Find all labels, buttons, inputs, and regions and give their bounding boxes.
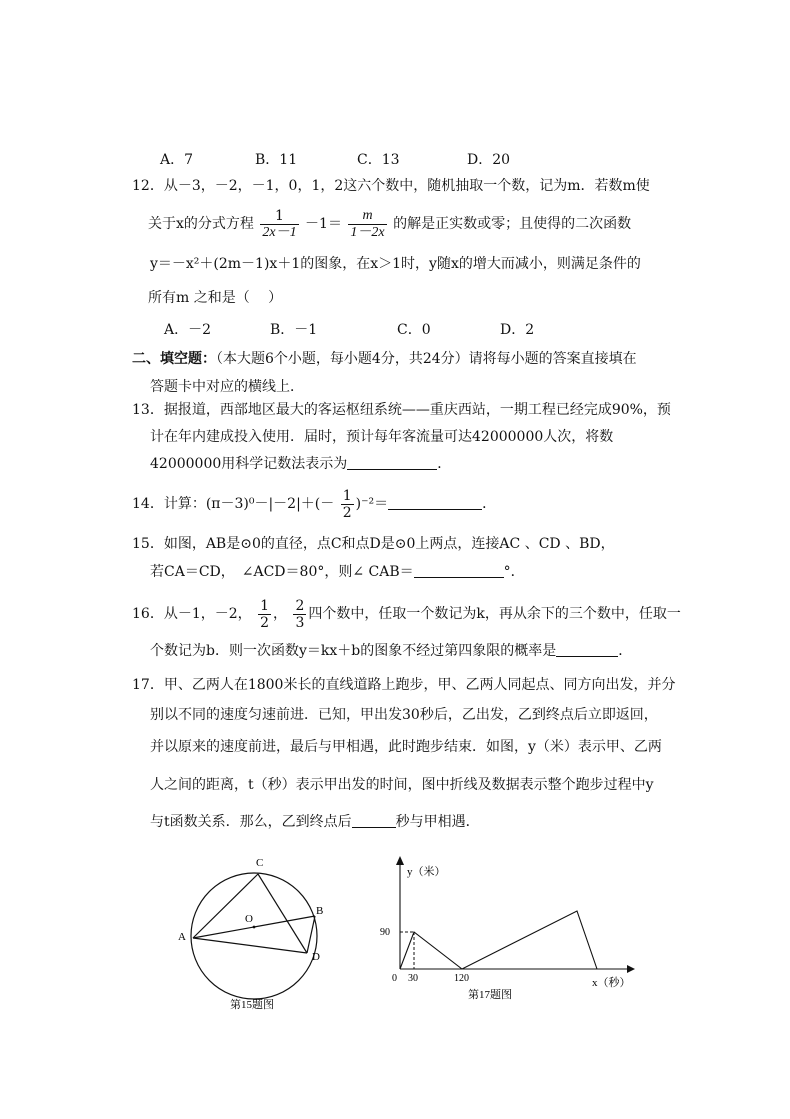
fig17-caption: 第17题图 (468, 989, 512, 1001)
q13-line3-text: 42000000用科学记数法表示为 (150, 456, 348, 472)
q15-line1: 15．如图，AB是⊙0的直径，点C和点D是⊙0上两点，连接AC 、CD 、BD， (132, 536, 615, 552)
fig15-label-o: O (245, 913, 253, 925)
section-2-heading (132, 349, 637, 369)
section-2-title: 二、填空题： (132, 351, 216, 367)
figure-17 (372, 853, 642, 1008)
q12-line2-pre: 关于x的分式方程 (148, 216, 254, 232)
q12-fraction-2-num: m (348, 208, 386, 225)
fig15-segment-cd (258, 874, 307, 953)
q12-line2-post: 的解是正实数或零；且使得的二次函数 (393, 216, 632, 232)
q12-line3: y＝－x²＋(2m－1)x＋1的图象，在x＞1时，y随x的增大而减小，则满足条件的 (150, 256, 641, 272)
section-2-desc: （本大题6个小题，每小题4分，共24分）请将每小题的答案直接填在 (216, 351, 637, 367)
fig17-polyline (400, 911, 597, 969)
q16-fraction-2 (293, 598, 306, 631)
q11-option-b: B．11 (255, 152, 298, 168)
q16-line1 (132, 596, 681, 632)
q16-post: 四个数中，任取一个数记为k，再从余下的三个数中，任取一 (308, 606, 681, 622)
q13-line1: 13．据报道，西部地区最大的客运枢纽系统——重庆西站，一期工程已经完成90%，预 (132, 402, 671, 418)
q12-fraction-1 (260, 208, 298, 241)
q14-end: ． (482, 496, 497, 512)
fig17-x-tick-120: 120 (454, 973, 469, 984)
q17-line5-text: 与t函数关系．那么，乙到终点后 (150, 814, 352, 830)
q11-option-a: A．7 (160, 152, 194, 168)
fig15-label-b: B (316, 905, 324, 917)
q16-answer-blank[interactable] (556, 642, 618, 657)
q16-fraction-1 (258, 598, 271, 631)
q15-line2 (150, 562, 525, 582)
q17-line1: 17．甲、乙两人在1800米长的直线道路上跑步，甲、乙两人同起点、同方向出发，并分 (132, 677, 676, 693)
q17-line5-end: 秒与甲相遇． (395, 814, 480, 830)
q15-line2-text: 若CA＝CD， ∠ACD＝80°，则∠ CAB＝ (150, 564, 414, 580)
q17-line2: 别以不同的速度匀速前进．已知，甲出发30秒后，乙出发，乙到终点后立即返回， (150, 707, 658, 723)
q11-option-c: C．13 (357, 152, 400, 168)
fig17-x-tick-30: 30 (408, 973, 418, 984)
q13-answer-blank[interactable] (347, 455, 437, 470)
q17-line3: 并以原来的速度前进，最后与甲相遇，此时跑步结束．如图，y（米）表示甲、乙两 (150, 739, 662, 755)
q12-fraction-2-den: 1－2x (350, 224, 385, 240)
q14-fraction-den: 2 (342, 504, 352, 521)
fig15-segment-ad (193, 938, 307, 953)
q12-line4: 所有m 之和是（ ） (148, 290, 283, 306)
q13-end: ． (437, 456, 452, 472)
q13-line3 (150, 454, 451, 474)
q15-answer-blank[interactable] (414, 563, 504, 578)
q16-line2 (150, 641, 632, 661)
section-2-desc-2: 答题卡中对应的横线上． (150, 379, 304, 395)
q12-option-a: A．－2 (164, 322, 212, 338)
q14-post: )⁻²＝ (355, 496, 389, 512)
fig15-label-d: D (312, 951, 320, 963)
q16-pre: 16．从－1，－2， (132, 606, 252, 622)
figure-15 (170, 848, 350, 1018)
q15-end: °． (503, 564, 525, 580)
fig17-x-arrow (627, 965, 635, 973)
fig15-circle (191, 873, 317, 999)
q12-line1: 12．从－3，－2，－1，0，1，2这六个数中，随机抽取一个数，记为m．若数m使 (132, 178, 650, 194)
fig15-caption: 第15题图 (230, 999, 274, 1011)
q16-fraction-1-den: 2 (260, 614, 270, 631)
q14-fraction (341, 488, 354, 521)
q12-line2 (148, 206, 631, 242)
q16-line2-text: 个数记为b．则一次函数y＝kx＋b的图象不经过第四象限的概率是 (150, 643, 557, 659)
q17-line4: 人之间的距离，t（秒）表示甲出发的时间，图中折线及数据表示整个跑步过程中y (150, 777, 654, 793)
q14-answer-blank[interactable] (388, 495, 482, 510)
q12-fraction-2 (348, 208, 386, 241)
q12-option-c: C．0 (397, 322, 431, 338)
fig17-origin-label: 0 (392, 973, 397, 984)
q16-fraction-2-num: 2 (295, 597, 305, 614)
q14-fraction-num: 1 (342, 487, 352, 504)
q12-fraction-1-num: 1 (260, 208, 298, 225)
q16-fraction-1-num: 1 (260, 597, 270, 614)
q12-fraction-1-den: 2x－1 (262, 224, 297, 240)
q16-fraction-2-den: 3 (295, 614, 305, 631)
q12-option-d: D．2 (500, 322, 535, 338)
fig15-center-dot (253, 926, 256, 929)
fig17-x-label: x（秒） (592, 977, 631, 989)
q13-line2: 计在年内建成投入使用．届时，预计每年客流量可达42000000人次，将数 (150, 429, 614, 445)
fig15-label-c: C (256, 857, 264, 869)
q17-line5 (150, 812, 480, 832)
q11-option-d: D．20 (467, 152, 511, 168)
fig15-label-a: A (178, 931, 186, 943)
q14-pre: 14．计算：(π－3)⁰－|－2|＋(－ (132, 496, 335, 512)
q14-line (132, 486, 496, 522)
fig17-y-label: y（米） (407, 866, 446, 878)
q16-sep: ， (273, 606, 288, 622)
fig17-y-tick-90: 90 (380, 927, 390, 938)
q16-end: ． (618, 643, 633, 659)
fig15-segment-bd (307, 916, 315, 953)
q17-answer-blank[interactable] (352, 813, 396, 828)
fig17-y-arrow (396, 856, 404, 865)
q12-option-b: B．－1 (270, 322, 318, 338)
q12-mid: －1＝ (305, 216, 342, 232)
